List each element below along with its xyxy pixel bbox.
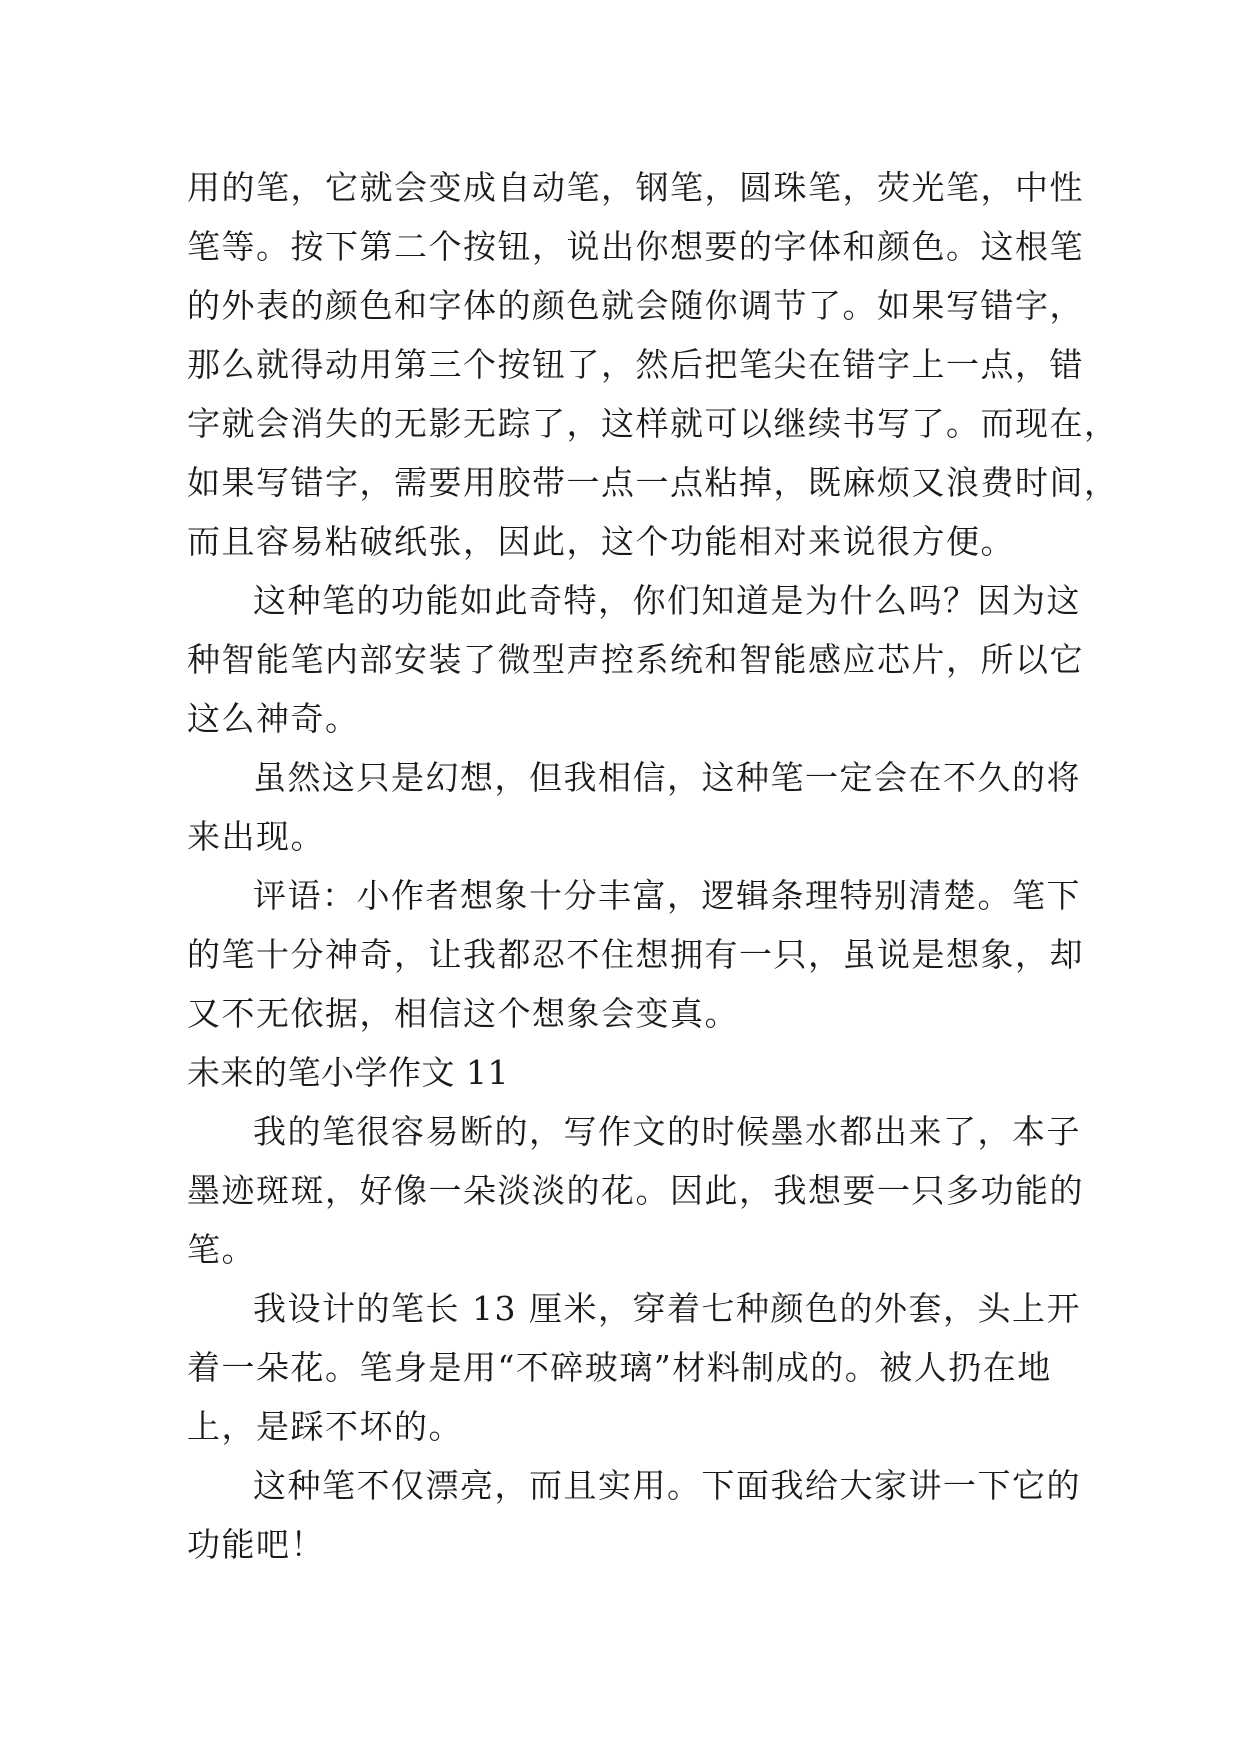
- paragraph-comment: [187, 866, 1084, 1043]
- text-line: 我设计的笔长 13 厘米，穿着七种颜色的外套，头上开: [253, 1289, 1081, 1328]
- text-line: 这么神奇。: [187, 699, 360, 738]
- text-line: 来出现。: [187, 817, 325, 856]
- text-line: 墨迹斑斑，好像一朵淡淡的花。因此，我想要一只多功能的: [187, 1171, 1084, 1210]
- text-line: 评语：小作者想象十分丰富，逻辑条理特别清楚。笔下: [253, 876, 1081, 915]
- text-line: 种智能笔内部安装了微型声控系统和智能感应芯片，所以它: [187, 640, 1084, 679]
- text-line: 而且容易粘破纸张，因此，这个功能相对来说很方便。: [187, 522, 1015, 561]
- paragraph-belief: [187, 748, 1081, 866]
- text-line: 功能吧！: [187, 1525, 325, 1564]
- essay-title: 未来的笔小学作文 11: [187, 1053, 509, 1092]
- text-line: 的外表的颜色和字体的颜色就会随你调节了。如果写错字，: [187, 286, 1084, 325]
- text-line: 字就会消失的无影无踪了，这样就可以继续书写了。而现在，: [187, 404, 1119, 443]
- text-line: 那么就得动用第三个按钮了，然后把笔尖在错字上一点，错: [187, 345, 1084, 384]
- paragraph-pen-functions: [187, 158, 1119, 571]
- text-line: 用的笔，它就会变成自动笔，钢笔，圆珠笔，荧光笔，中性: [187, 168, 1084, 207]
- text-line: 又不无依据，相信这个想象会变真。: [187, 994, 739, 1033]
- text-line: 笔等。按下第二个按钮，说出你想要的字体和颜色。这根笔: [187, 227, 1084, 266]
- paragraph-intro: [187, 1102, 1084, 1279]
- text-line: 笔。: [187, 1230, 256, 1269]
- text-line: 如果写错字，需要用胶带一点一点粘掉，既麻烦又浪费时间，: [187, 463, 1119, 502]
- text-line: 我的笔很容易断的，写作文的时候墨水都出来了，本子: [253, 1112, 1081, 1151]
- paragraph-design: [187, 1279, 1081, 1456]
- text-line: 的笔十分神奇，让我都忍不住想拥有一只，虽说是想象，却: [187, 935, 1084, 974]
- text-line: 这种笔的功能如此奇特，你们知道是为什么吗？因为这: [253, 581, 1081, 620]
- text-line: 虽然这只是幻想，但我相信，这种笔一定会在不久的将: [253, 758, 1081, 797]
- text-line: 这种笔不仅漂亮，而且实用。下面我给大家讲一下它的: [253, 1466, 1081, 1505]
- text-line: 着一朵花。笔身是用“不碎玻璃”材料制成的。被人扔在地: [187, 1348, 1052, 1387]
- paragraph-functions-intro: [187, 1456, 1081, 1574]
- paragraph-why-special: [187, 571, 1084, 748]
- document-page: [187, 158, 1119, 1574]
- text-line: 上，是踩不坏的。: [187, 1407, 463, 1446]
